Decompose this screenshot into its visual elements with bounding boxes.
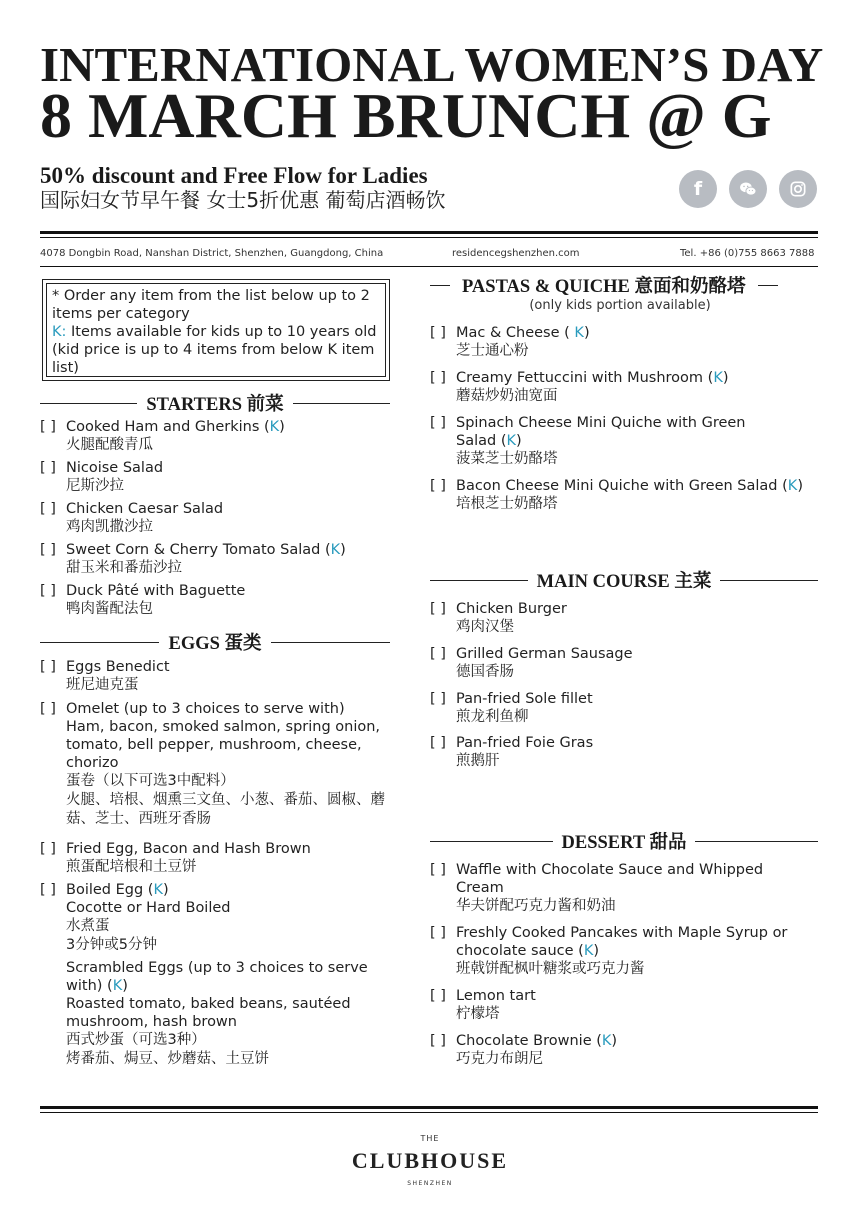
section-title-eggs: EGGS 蛋类 bbox=[168, 634, 262, 654]
subtitle-chinese: 国际妇女节早午餐 女士5折优惠 葡萄店酒畅饮 bbox=[40, 188, 446, 212]
logo-clubhouse: CLUBHOUSE bbox=[351, 1148, 509, 1173]
logo-city: SHENZHEN bbox=[407, 1180, 453, 1187]
item-name: Duck Pâté with Baguette bbox=[66, 583, 246, 599]
item-name: Grilled German Sausage bbox=[456, 646, 633, 662]
list-item[interactable]: Scrambled Eggs (up to 3 choices to serve with) (K) Roasted tomato, baked beans, sautéed mushroom, hash brown 西式炒蛋（可选3种） 烤番茄、焗豆、炒蘑菇、土豆饼 bbox=[40, 959, 390, 1069]
item-name-zh: 华夫饼配巧克力酱和奶油 bbox=[456, 898, 616, 914]
list-item[interactable] bbox=[40, 582, 390, 619]
wechat-glyph bbox=[738, 179, 758, 199]
item-detail-zh: 烤番茄、焗豆、炒蘑菇、土豆饼 bbox=[66, 1051, 269, 1067]
item-name-zh: 鸡肉凯撒沙拉 bbox=[66, 519, 153, 535]
order-note-line-1: * Order any item from the list below up to 2 items per category bbox=[52, 288, 370, 322]
order-note-box bbox=[42, 279, 390, 381]
item-name-zh: 巧克力布朗尼 bbox=[456, 1051, 543, 1067]
list-item[interactable] bbox=[40, 658, 390, 695]
checkbox[interactable]: [ ] bbox=[430, 415, 446, 431]
kids-marker: K bbox=[583, 943, 594, 959]
section-title-pastas: PASTAS & QUICHE 意面和奶酪塔 bbox=[462, 277, 746, 297]
list-item[interactable]: [ ] Cooked Ham and Gherkins (K) 火腿配酸青瓜 bbox=[40, 418, 390, 455]
item-detail: Roasted tomato, baked beans, sautéed mushroom, hash brown bbox=[66, 996, 351, 1030]
list-item[interactable] bbox=[40, 459, 390, 496]
section-header-starters bbox=[40, 391, 390, 415]
list-item[interactable] bbox=[430, 734, 818, 771]
item-name: Mac & Cheese bbox=[456, 325, 560, 341]
item-name: Scrambled Eggs (up to 3 choices to serve with) bbox=[66, 960, 368, 994]
section-header-main bbox=[430, 568, 818, 592]
checkbox[interactable]: [ ] bbox=[40, 701, 56, 717]
kids-marker: K bbox=[112, 978, 123, 994]
item-name: Pan-fried Sole fillet bbox=[456, 691, 593, 707]
list-item[interactable]: [ ] Mac & Cheese ( K) 芝士通心粉 bbox=[430, 324, 818, 361]
item-name-zh: 蛋卷（以下可选3中配料） bbox=[66, 773, 235, 789]
item-detail: Cocotte or Hard Boiled bbox=[66, 900, 231, 916]
order-note-line-2: Items available for kids up to 10 years old (kid price is up to 4 items from below K item list) bbox=[52, 324, 377, 376]
checkbox[interactable]: [ ] bbox=[430, 478, 446, 494]
item-name: Chicken Caesar Salad bbox=[66, 501, 224, 517]
kids-marker: K bbox=[506, 433, 517, 449]
footer-rule-thick bbox=[40, 1106, 818, 1109]
checkbox[interactable]: [ ] bbox=[430, 1033, 446, 1049]
item-name-zh: 培根芝士奶酪塔 bbox=[456, 496, 558, 512]
item-detail-zh: 火腿、培根、烟熏三文鱼、小葱、番茄、圆椒、蘑菇、芝士、西班牙香肠 bbox=[66, 792, 385, 827]
item-name-zh: 蘑菇炒奶油宽面 bbox=[456, 388, 558, 404]
header-rule-thick bbox=[40, 231, 818, 234]
checkbox[interactable]: [ ] bbox=[430, 370, 446, 386]
checkbox[interactable]: [ ] bbox=[40, 501, 56, 517]
list-item[interactable]: [ ] Chocolate Brownie (K) 巧克力布朗尼 bbox=[430, 1032, 818, 1069]
contact-website[interactable]: residencegshenzhen.com bbox=[452, 248, 580, 259]
item-name: Spinach Cheese Mini Quiche with Green Salad bbox=[456, 415, 746, 449]
item-name: Omelet (up to 3 choices to serve with) bbox=[66, 701, 345, 717]
item-name-zh: 煎鹅肝 bbox=[456, 753, 500, 769]
item-name-zh: 班尼迪克蛋 bbox=[66, 677, 139, 693]
list-item[interactable] bbox=[430, 987, 818, 1024]
list-item[interactable] bbox=[430, 690, 818, 727]
item-name-zh: 火腿配酸青瓜 bbox=[66, 437, 153, 453]
kids-marker: K bbox=[574, 325, 584, 341]
kids-marker: K bbox=[330, 542, 341, 558]
item-name: Creamy Fettuccini with Mushroom bbox=[456, 370, 704, 386]
list-item[interactable] bbox=[40, 700, 390, 829]
item-name: Chocolate Brownie bbox=[456, 1033, 592, 1049]
logo-the: THE bbox=[420, 1134, 440, 1143]
item-name: Fried Egg, Bacon and Hash Brown bbox=[66, 841, 311, 857]
checkbox[interactable]: [ ] bbox=[430, 691, 446, 707]
item-name-zh: 芝士通心粉 bbox=[456, 343, 529, 359]
contact-rule bbox=[40, 266, 818, 267]
item-name: Waffle with Chocolate Sauce and Whipped Cream bbox=[456, 862, 764, 896]
checkbox[interactable]: [ ] bbox=[40, 419, 56, 435]
list-item[interactable] bbox=[430, 861, 800, 916]
checkbox[interactable]: [ ] bbox=[430, 925, 446, 941]
item-name-zh: 班戟饼配枫叶糖浆或巧克力酱 bbox=[456, 961, 645, 977]
wechat-icon[interactable] bbox=[729, 170, 767, 208]
list-item[interactable]: [ ] Boiled Egg (K) Cocotte or Hard Boiled 水煮蛋 3分钟或5分钟 bbox=[40, 881, 390, 955]
checkbox[interactable]: [ ] bbox=[430, 988, 446, 1004]
checkbox[interactable]: [ ] bbox=[40, 841, 56, 857]
checkbox[interactable]: [ ] bbox=[430, 862, 446, 878]
list-item[interactable]: [ ] Sweet Corn & Cherry Tomato Salad (K) 甜玉米和番茄沙拉 bbox=[40, 541, 390, 578]
checkbox[interactable]: [ ] bbox=[430, 735, 446, 751]
item-name-zh: 西式炒蛋（可选3种） bbox=[66, 1032, 206, 1048]
item-name-zh: 鸡肉汉堡 bbox=[456, 619, 514, 635]
item-name-zh: 煎龙利鱼柳 bbox=[456, 709, 529, 725]
checkbox[interactable]: [ ] bbox=[40, 882, 56, 898]
item-name-zh: 尼斯沙拉 bbox=[66, 478, 124, 494]
checkbox[interactable]: [ ] bbox=[40, 542, 56, 558]
facebook-glyph: f bbox=[693, 178, 703, 200]
list-item[interactable] bbox=[40, 840, 390, 877]
item-name: Sweet Corn & Cherry Tomato Salad bbox=[66, 542, 321, 558]
footer-rule-thin bbox=[40, 1112, 818, 1113]
section-header-dessert bbox=[430, 829, 818, 853]
item-name: Nicoise Salad bbox=[66, 460, 164, 476]
list-item[interactable] bbox=[430, 600, 818, 637]
header-rule-thin bbox=[40, 237, 818, 238]
kids-marker: K bbox=[787, 478, 798, 494]
k-marker: K: bbox=[52, 324, 67, 340]
list-item[interactable]: [ ] Bacon Cheese Mini Quiche with Green Salad (K) 培根芝士奶酪塔 bbox=[430, 477, 818, 514]
pastas-note: (only kids portion available) bbox=[529, 298, 711, 313]
item-name: Cooked Ham and Gherkins bbox=[66, 419, 260, 435]
section-header-pastas bbox=[430, 273, 818, 297]
item-name-zh: 柠檬塔 bbox=[456, 1006, 500, 1022]
kids-marker: K bbox=[269, 419, 280, 435]
contact-address: 4078 Dongbin Road, Nanshan District, Shenzhen, Guangdong, China bbox=[40, 248, 384, 259]
kids-marker: K bbox=[153, 882, 163, 898]
checkbox[interactable]: [ ] bbox=[40, 659, 56, 675]
checkbox[interactable]: [ ] bbox=[40, 583, 56, 599]
item-name-zh: 水煮蛋 bbox=[66, 918, 110, 934]
list-item[interactable]: [ ] Freshly Cooked Pancakes with Maple Syrup or chocolate sauce (K) 班戟饼配枫叶糖浆或巧克力酱 bbox=[430, 924, 818, 979]
item-name-zh: 菠菜芝士奶酪塔 bbox=[456, 451, 558, 467]
instagram-glyph bbox=[788, 179, 808, 199]
kids-marker: K bbox=[601, 1033, 612, 1049]
item-name-zh: 煎蛋配培根和土豆饼 bbox=[66, 859, 197, 875]
facebook-icon[interactable] bbox=[679, 170, 717, 208]
contact-phone: Tel. +86 (0)755 8663 7888 bbox=[680, 248, 815, 259]
list-item[interactable]: [ ] Creamy Fettuccini with Mushroom (K) 蘑菇炒奶油宽面 bbox=[430, 369, 818, 406]
item-name-zh: 德国香肠 bbox=[456, 664, 514, 680]
checkbox[interactable]: [ ] bbox=[430, 325, 446, 341]
section-title-dessert: DESSERT 甜品 bbox=[561, 833, 687, 853]
item-name: Eggs Benedict bbox=[66, 659, 170, 675]
item-name: Boiled Egg bbox=[66, 882, 144, 898]
checkbox[interactable]: [ ] bbox=[430, 601, 446, 617]
section-title-main: MAIN COURSE 主菜 bbox=[536, 572, 712, 592]
subtitle-english: 50% discount and Free Flow for Ladies bbox=[40, 163, 428, 188]
list-item[interactable] bbox=[40, 500, 390, 537]
item-detail-zh: 3分钟或5分钟 bbox=[66, 937, 157, 953]
title-line-2: 8 MARCH BRUNCH @ G bbox=[40, 80, 772, 151]
item-name: Bacon Cheese Mini Quiche with Green Salad bbox=[456, 478, 778, 494]
checkbox[interactable]: [ ] bbox=[40, 460, 56, 476]
item-detail: Ham, bacon, smoked salmon, spring onion, tomato, bell pepper, mushroom, cheese, chorizo bbox=[66, 719, 381, 771]
item-name: Freshly Cooked Pancakes with Maple Syrup or chocolate sauce bbox=[456, 925, 788, 959]
list-item[interactable]: [ ] Spinach Cheese Mini Quiche with Green Salad (K) 菠菜芝士奶酪塔 bbox=[430, 414, 770, 469]
item-name: Lemon tart bbox=[456, 988, 536, 1004]
item-name-zh: 甜玉米和番茄沙拉 bbox=[66, 560, 182, 576]
item-name-zh: 鸭肉酱配法包 bbox=[66, 601, 153, 617]
title-line-1: INTERNATIONAL WOMEN’S DAY bbox=[40, 37, 824, 92]
item-name: Pan-fried Foie Gras bbox=[456, 735, 594, 751]
kids-marker: K bbox=[713, 370, 723, 386]
section-title-starters: STARTERS 前菜 bbox=[146, 395, 284, 415]
checkbox[interactable]: [ ] bbox=[430, 646, 446, 662]
section-header-eggs bbox=[40, 630, 390, 654]
item-name: Chicken Burger bbox=[456, 601, 567, 617]
list-item[interactable] bbox=[430, 645, 818, 682]
instagram-icon[interactable] bbox=[779, 170, 817, 208]
